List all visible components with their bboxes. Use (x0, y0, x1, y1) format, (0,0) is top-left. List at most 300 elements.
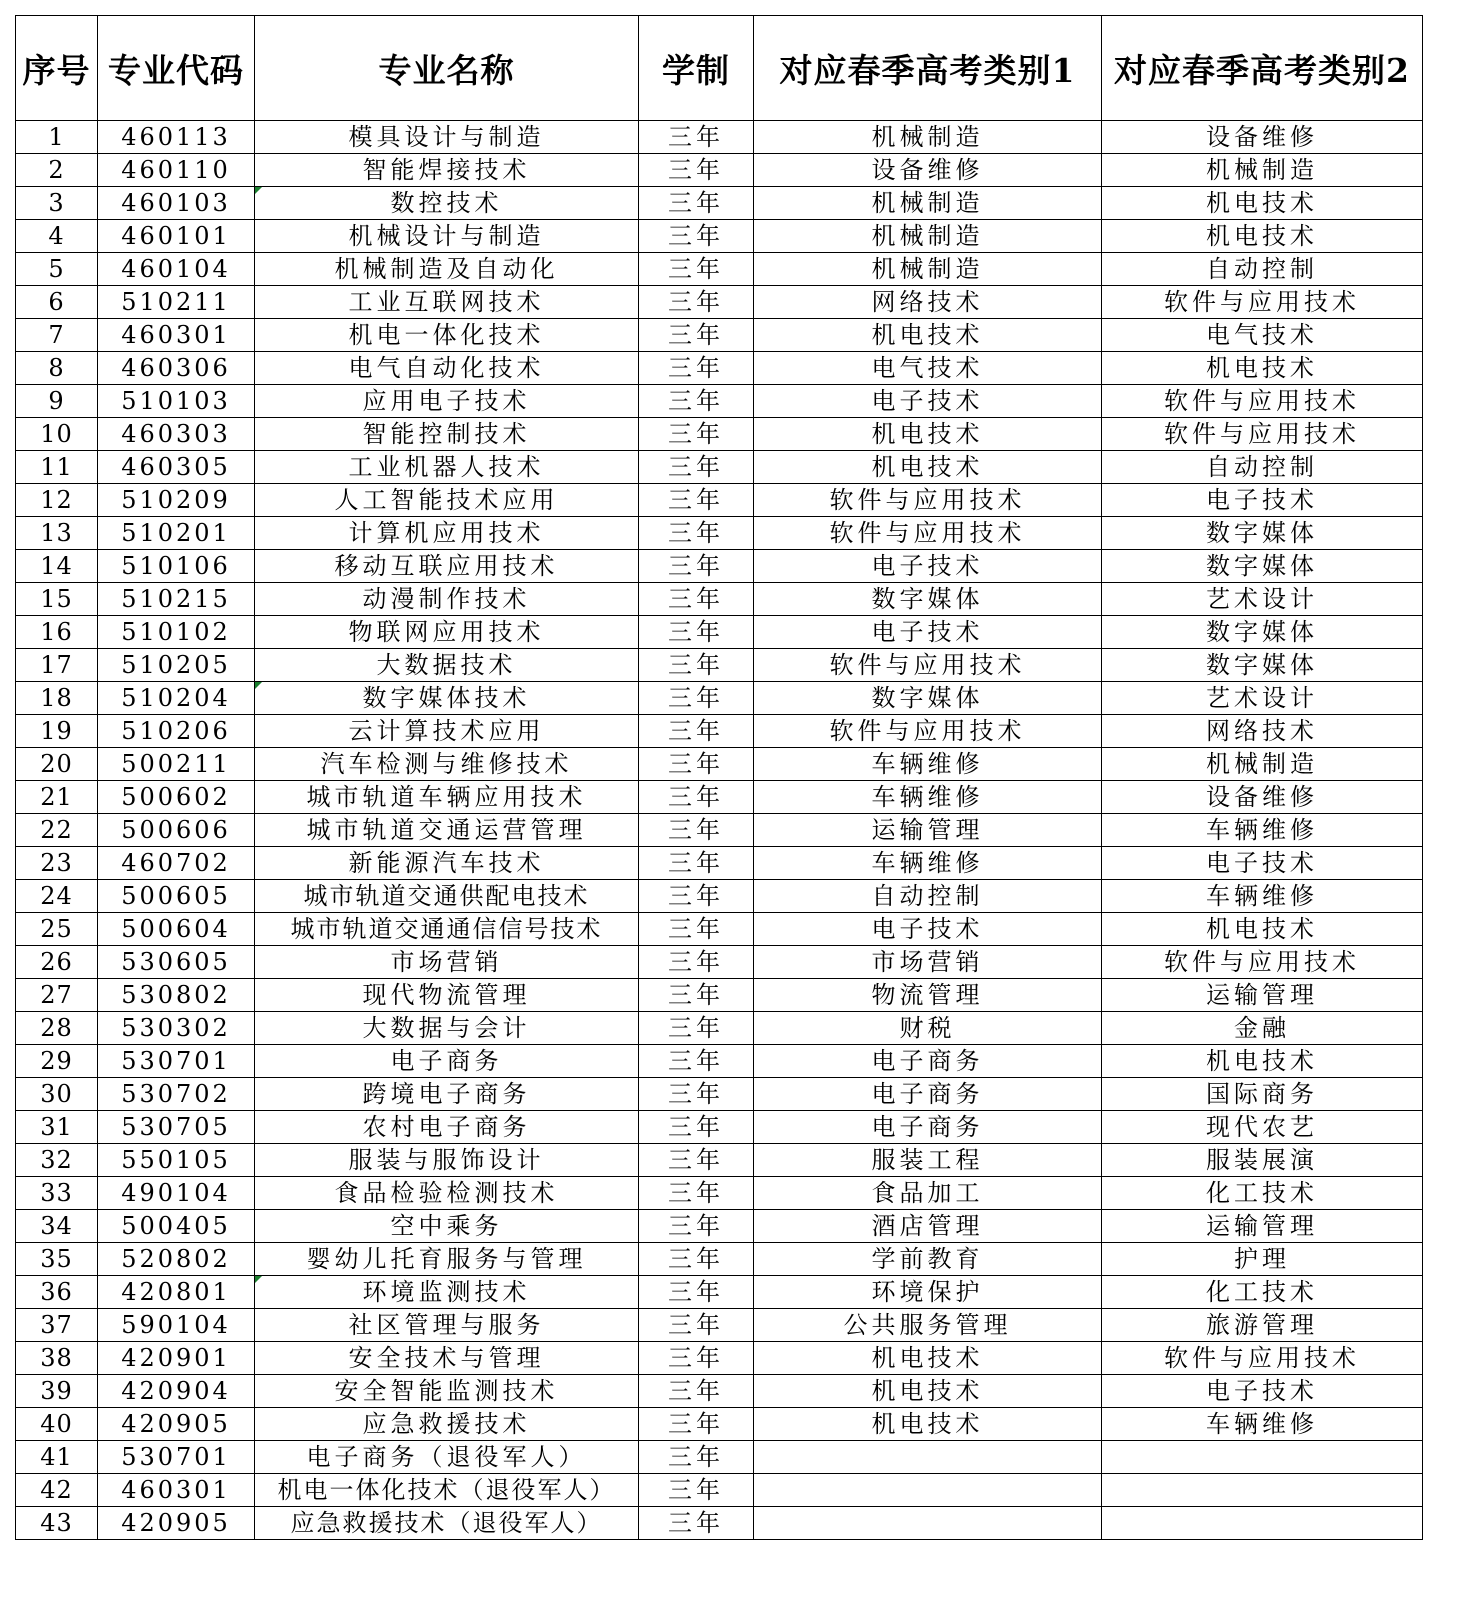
cell-text: 510106 (121, 552, 231, 580)
cell-major-name (255, 286, 639, 319)
cell-text: 数字媒体 (871, 684, 984, 712)
cell-text: 空中乘务 (390, 1212, 503, 1240)
table-row (16, 880, 1423, 913)
cell-major-code (98, 352, 255, 385)
cell-text: 城市轨道交通供配电技术 (303, 882, 590, 910)
table-row (16, 352, 1423, 385)
cell-text: 6 (48, 288, 65, 316)
cell-exam-category-2 (1102, 1408, 1423, 1441)
cell-major-code (98, 616, 255, 649)
cell-text: 公共服务管理 (843, 1311, 1012, 1339)
cell-exam-category-2 (1102, 1276, 1423, 1309)
cell-text: 环境监测技术 (362, 1278, 531, 1306)
cell-text: 设备维修 (1206, 123, 1318, 151)
cell-text: 500602 (121, 783, 231, 811)
cell-exam-category-2 (1102, 814, 1423, 847)
header-row (16, 16, 1423, 121)
cell-major-name (255, 319, 639, 352)
cell-exam-category-2 (1102, 583, 1423, 616)
cell-major-code (98, 682, 255, 715)
cell-serial (16, 418, 98, 451)
cell-serial (16, 1375, 98, 1408)
cell-text: 软件与应用技术 (829, 519, 1026, 547)
cell-exam-category-1 (754, 1309, 1102, 1342)
table-row (16, 1012, 1423, 1045)
cell-exam-category-2 (1102, 319, 1423, 352)
cell-text: 32 (40, 1146, 73, 1174)
cell-text: 学前教育 (871, 1245, 984, 1273)
table-row (16, 286, 1423, 319)
cell-serial (16, 484, 98, 517)
cell-text: 数字媒体 (871, 585, 984, 613)
cell-serial (16, 1474, 98, 1507)
cell-text: 服装与服饰设计 (348, 1146, 545, 1174)
cell-text: 安全技术与管理 (348, 1344, 545, 1372)
cell-serial (16, 913, 98, 946)
cell-major-code (98, 1210, 255, 1243)
table-row (16, 616, 1423, 649)
cell-text: 机械制造 (1206, 750, 1318, 778)
cell-duration (639, 946, 754, 979)
cell-serial (16, 187, 98, 220)
cell-text: 7 (48, 321, 65, 349)
cell-major-code (98, 715, 255, 748)
header-exam-category-2: 对应春季高考类别2 (1102, 16, 1423, 121)
cell-text: 金融 (1234, 1014, 1290, 1042)
table-row (16, 121, 1423, 154)
cell-text: 智能焊接技术 (362, 156, 531, 184)
cell-text: 城市轨道车辆应用技术 (306, 783, 587, 811)
cell-text: 520802 (121, 1245, 231, 1273)
cell-exam-category-2 (1102, 550, 1423, 583)
cell-exam-category-1 (754, 913, 1102, 946)
cell-text: 三年 (668, 651, 724, 679)
cell-duration (639, 1012, 754, 1045)
cell-text: 汽车检测与维修技术 (320, 750, 573, 778)
cell-text: 510209 (121, 486, 231, 514)
table-row (16, 1210, 1423, 1243)
cell-text: 460301 (121, 321, 231, 349)
header-major-name: 专业名称 (255, 16, 639, 121)
table-row (16, 1375, 1423, 1408)
cell-major-code (98, 1408, 255, 1441)
cell-text: 26 (40, 948, 73, 976)
cell-text: 机电一体化技术 (348, 321, 545, 349)
cell-exam-category-2 (1102, 913, 1423, 946)
cell-comment-flag-icon (255, 1276, 262, 1283)
cell-text: 510205 (121, 651, 231, 679)
table-row (16, 814, 1423, 847)
cell-text: 现代物流管理 (362, 981, 531, 1009)
cell-duration (639, 517, 754, 550)
cell-major-name (255, 1177, 639, 1210)
cell-exam-category-1 (754, 451, 1102, 484)
cell-text: 软件与应用技术 (829, 651, 1026, 679)
cell-text: 1 (48, 123, 65, 151)
cell-duration (639, 286, 754, 319)
header-duration: 学制 (639, 16, 754, 121)
cell-text: 化工技术 (1206, 1278, 1318, 1306)
cell-major-code (98, 781, 255, 814)
cell-text: 机械制造 (871, 255, 984, 283)
cell-duration (639, 385, 754, 418)
cell-comment-flag-icon (255, 187, 262, 194)
cell-text: 市场营销 (871, 948, 984, 976)
cell-text: 国际商务 (1206, 1080, 1318, 1108)
cell-duration (639, 1243, 754, 1276)
cell-exam-category-1 (754, 616, 1102, 649)
cell-serial (16, 1243, 98, 1276)
cell-text: 动漫制作技术 (362, 585, 531, 613)
cell-text: 机电技术 (871, 420, 984, 448)
cell-text: 电气技术 (1206, 321, 1318, 349)
cell-text: 机电技术 (1206, 915, 1318, 943)
cell-exam-category-2 (1102, 1177, 1423, 1210)
cell-duration (639, 913, 754, 946)
cell-duration (639, 1045, 754, 1078)
cell-text: 510206 (121, 717, 231, 745)
table-row (16, 418, 1423, 451)
cell-text: 420801 (121, 1278, 231, 1306)
table-row (16, 319, 1423, 352)
cell-exam-category-2 (1102, 715, 1423, 748)
cell-major-code (98, 1111, 255, 1144)
table-row (16, 1342, 1423, 1375)
cell-exam-category-2 (1102, 352, 1423, 385)
cell-major-name (255, 121, 639, 154)
cell-major-code (98, 1441, 255, 1474)
table-row (16, 946, 1423, 979)
cell-text: 三年 (668, 783, 724, 811)
cell-text: 三年 (668, 222, 724, 250)
cell-text: 车辆维修 (871, 849, 984, 877)
table-row (16, 517, 1423, 550)
cell-duration (639, 1474, 754, 1507)
cell-duration (639, 1210, 754, 1243)
cell-exam-category-2 (1102, 946, 1423, 979)
cell-serial (16, 517, 98, 550)
cell-exam-category-1 (754, 781, 1102, 814)
cell-text: 18 (40, 684, 73, 712)
cell-text: 27 (40, 981, 73, 1009)
cell-duration (639, 187, 754, 220)
cell-serial (16, 1045, 98, 1078)
cell-duration (639, 979, 754, 1012)
cell-text: 电子技术 (871, 915, 984, 943)
cell-major-code (98, 1507, 255, 1540)
cell-text: 530802 (121, 981, 231, 1009)
cell-text: 电子技术 (871, 618, 984, 646)
cell-text: 电子商务 (871, 1113, 984, 1141)
cell-text: 软件与应用技术 (829, 717, 1026, 745)
cell-major-name (255, 451, 639, 484)
cell-major-name (255, 385, 639, 418)
cell-text: 三年 (668, 1179, 724, 1207)
cell-exam-category-2 (1102, 121, 1423, 154)
cell-text: 三年 (668, 1377, 724, 1405)
cell-text: 40 (40, 1410, 73, 1438)
header-exam-category-1: 对应春季高考类别1 (754, 16, 1102, 121)
cell-major-code (98, 979, 255, 1012)
cell-text: 三年 (668, 1278, 724, 1306)
cell-exam-category-2 (1102, 1012, 1423, 1045)
table-row (16, 220, 1423, 253)
cell-text: 机电技术 (871, 1410, 984, 1438)
cell-major-code (98, 880, 255, 913)
cell-text: 软件与应用技术 (1164, 387, 1360, 415)
cell-duration (639, 1507, 754, 1540)
cell-major-name (255, 649, 639, 682)
cell-text: 三年 (668, 1047, 724, 1075)
cell-serial (16, 1441, 98, 1474)
cell-exam-category-1 (754, 1045, 1102, 1078)
cell-text: 自动控制 (1206, 453, 1318, 481)
table-row (16, 1243, 1423, 1276)
cell-text: 22 (40, 816, 73, 844)
cell-text: 500211 (121, 750, 231, 778)
cell-text: 车辆维修 (871, 783, 984, 811)
cell-text: 11 (40, 453, 73, 481)
cell-major-code (98, 649, 255, 682)
cell-text: 10 (40, 420, 73, 448)
cell-major-code (98, 1144, 255, 1177)
cell-duration (639, 1177, 754, 1210)
cell-major-name (255, 484, 639, 517)
cell-exam-category-2 (1102, 781, 1423, 814)
cell-text: 物流管理 (871, 981, 984, 1009)
cell-text: 三年 (668, 750, 724, 778)
cell-text: 机械制造及自动化 (334, 255, 559, 283)
cell-text: 电子商务 (871, 1080, 984, 1108)
cell-text: 24 (40, 882, 73, 910)
cell-text: 500604 (121, 915, 231, 943)
cell-text: 食品检验检测技术 (334, 1179, 559, 1207)
header-major-code: 专业代码 (98, 16, 255, 121)
cell-exam-category-1 (754, 1144, 1102, 1177)
table-row (16, 1144, 1423, 1177)
cell-text: 旅游管理 (1206, 1311, 1318, 1339)
cell-text: 38 (40, 1344, 73, 1372)
cell-text: 550105 (121, 1146, 231, 1174)
cell-exam-category-2 (1102, 253, 1423, 286)
cell-duration (639, 1309, 754, 1342)
cell-text: 物联网应用技术 (348, 618, 545, 646)
cell-exam-category-1 (754, 715, 1102, 748)
cell-text: 化工技术 (1206, 1179, 1318, 1207)
cell-text: 460104 (121, 255, 231, 283)
cell-major-name (255, 1408, 639, 1441)
cell-text: 车辆维修 (1206, 882, 1318, 910)
cell-text: 530302 (121, 1014, 231, 1042)
cell-text: 510204 (121, 684, 231, 712)
cell-text: 30 (40, 1080, 73, 1108)
cell-serial (16, 781, 98, 814)
cell-text: 机械设计与制造 (348, 222, 545, 250)
cell-major-name (255, 1243, 639, 1276)
cell-major-code (98, 913, 255, 946)
cell-text: 机电技术 (1206, 1047, 1318, 1075)
table-row (16, 1507, 1423, 1540)
cell-text: 三年 (668, 387, 724, 415)
cell-duration (639, 451, 754, 484)
cell-text: 网络技术 (871, 288, 984, 316)
cell-text: 数控技术 (390, 189, 503, 217)
cell-serial (16, 616, 98, 649)
cell-duration (639, 1342, 754, 1375)
cell-text: 三年 (668, 1509, 724, 1537)
cell-text: 电子技术 (1206, 849, 1318, 877)
cell-major-code (98, 847, 255, 880)
cell-serial (16, 715, 98, 748)
cell-text: 工业机器人技术 (348, 453, 545, 481)
cell-duration (639, 220, 754, 253)
cell-major-name (255, 220, 639, 253)
cell-text: 590104 (121, 1311, 231, 1339)
cell-text: 530701 (121, 1443, 231, 1471)
cell-text: 电子技术 (871, 552, 984, 580)
cell-duration (639, 1276, 754, 1309)
cell-major-name (255, 1507, 639, 1540)
cell-text: 三年 (668, 519, 724, 547)
cell-major-name (255, 1012, 639, 1045)
cell-text: 机电技术 (1206, 189, 1318, 217)
cell-text: 车辆维修 (1206, 816, 1318, 844)
cell-duration (639, 484, 754, 517)
cell-text: 460113 (121, 123, 231, 151)
cell-major-code (98, 451, 255, 484)
cell-serial (16, 1342, 98, 1375)
cell-text: 20 (40, 750, 73, 778)
cell-exam-category-2 (1102, 1375, 1423, 1408)
cell-text: 服装展演 (1206, 1146, 1318, 1174)
cell-exam-category-2 (1102, 187, 1423, 220)
cell-text: 460103 (121, 189, 231, 217)
cell-exam-category-2 (1102, 220, 1423, 253)
cell-text: 智能控制技术 (362, 420, 531, 448)
cell-major-code (98, 1474, 255, 1507)
cell-text: 现代农艺 (1206, 1113, 1318, 1141)
cell-exam-category-2 (1102, 1507, 1423, 1540)
cell-text: 500405 (121, 1212, 231, 1240)
cell-serial (16, 847, 98, 880)
cell-text: 460305 (121, 453, 231, 481)
table-row (16, 451, 1423, 484)
cell-text: 电子技术 (871, 387, 984, 415)
cell-exam-category-1 (754, 1507, 1102, 1540)
cell-text: 510102 (121, 618, 231, 646)
cell-exam-category-2 (1102, 1045, 1423, 1078)
cell-duration (639, 154, 754, 187)
cell-major-name (255, 1342, 639, 1375)
cell-text: 三年 (668, 189, 724, 217)
cell-exam-category-1 (754, 1243, 1102, 1276)
cell-text: 市场营销 (390, 948, 503, 976)
cell-text: 自动控制 (871, 882, 984, 910)
cell-duration (639, 1375, 754, 1408)
cell-major-name (255, 154, 639, 187)
cell-major-name (255, 913, 639, 946)
cell-exam-category-2 (1102, 154, 1423, 187)
cell-text: 机电技术 (871, 321, 984, 349)
cell-text: 运输管理 (871, 816, 984, 844)
cell-serial (16, 451, 98, 484)
cell-text: 机械制造 (1206, 156, 1318, 184)
cell-text: 500605 (121, 882, 231, 910)
cell-exam-category-1 (754, 748, 1102, 781)
cell-major-name (255, 1045, 639, 1078)
cell-text: 33 (40, 1179, 73, 1207)
cell-exam-category-1 (754, 946, 1102, 979)
cell-text: 电子商务（退役军人） (306, 1443, 587, 1471)
cell-duration (639, 682, 754, 715)
cell-text: 29 (40, 1047, 73, 1075)
cell-exam-category-2 (1102, 979, 1423, 1012)
cell-duration (639, 748, 754, 781)
cell-serial (16, 352, 98, 385)
cell-exam-category-2 (1102, 418, 1423, 451)
cell-exam-category-2 (1102, 451, 1423, 484)
cell-exam-category-1 (754, 1342, 1102, 1375)
cell-exam-category-1 (754, 220, 1102, 253)
cell-duration (639, 814, 754, 847)
cell-major-name (255, 352, 639, 385)
table-row (16, 550, 1423, 583)
cell-duration (639, 649, 754, 682)
cell-text: 软件与应用技术 (1164, 420, 1360, 448)
cell-major-name (255, 1111, 639, 1144)
cell-text: 机械制造 (871, 123, 984, 151)
cell-major-code (98, 187, 255, 220)
cell-exam-category-1 (754, 1177, 1102, 1210)
cell-serial (16, 1507, 98, 1540)
cell-serial (16, 682, 98, 715)
cell-text: 软件与应用技术 (829, 486, 1026, 514)
cell-major-name (255, 682, 639, 715)
table-row (16, 781, 1423, 814)
cell-serial (16, 1078, 98, 1111)
cell-text: 12 (40, 486, 73, 514)
cell-text: 13 (40, 519, 73, 547)
cell-exam-category-1 (754, 1111, 1102, 1144)
cell-exam-category-2 (1102, 286, 1423, 319)
cell-text: 城市轨道交通通信信号技术 (290, 915, 603, 943)
cell-text: 三年 (668, 486, 724, 514)
cell-text: 31 (40, 1113, 73, 1141)
cell-text: 婴幼儿托育服务与管理 (306, 1245, 587, 1273)
cell-text: 电子商务 (390, 1047, 503, 1075)
cell-major-code (98, 286, 255, 319)
cell-text: 三年 (668, 684, 724, 712)
cell-text: 460101 (121, 222, 231, 250)
cell-exam-category-1 (754, 550, 1102, 583)
cell-exam-category-1 (754, 484, 1102, 517)
cell-text: 软件与应用技术 (1164, 288, 1360, 316)
cell-major-name (255, 1144, 639, 1177)
cell-major-code (98, 1375, 255, 1408)
cell-major-code (98, 1309, 255, 1342)
cell-major-code (98, 550, 255, 583)
cell-duration (639, 715, 754, 748)
cell-major-code (98, 1012, 255, 1045)
cell-major-code (98, 946, 255, 979)
cell-exam-category-1 (754, 385, 1102, 418)
cell-text: 510211 (121, 288, 231, 316)
cell-exam-category-1 (754, 847, 1102, 880)
cell-text: 510201 (121, 519, 231, 547)
cell-text: 移动互联应用技术 (334, 552, 559, 580)
cell-serial (16, 385, 98, 418)
cell-major-name (255, 550, 639, 583)
